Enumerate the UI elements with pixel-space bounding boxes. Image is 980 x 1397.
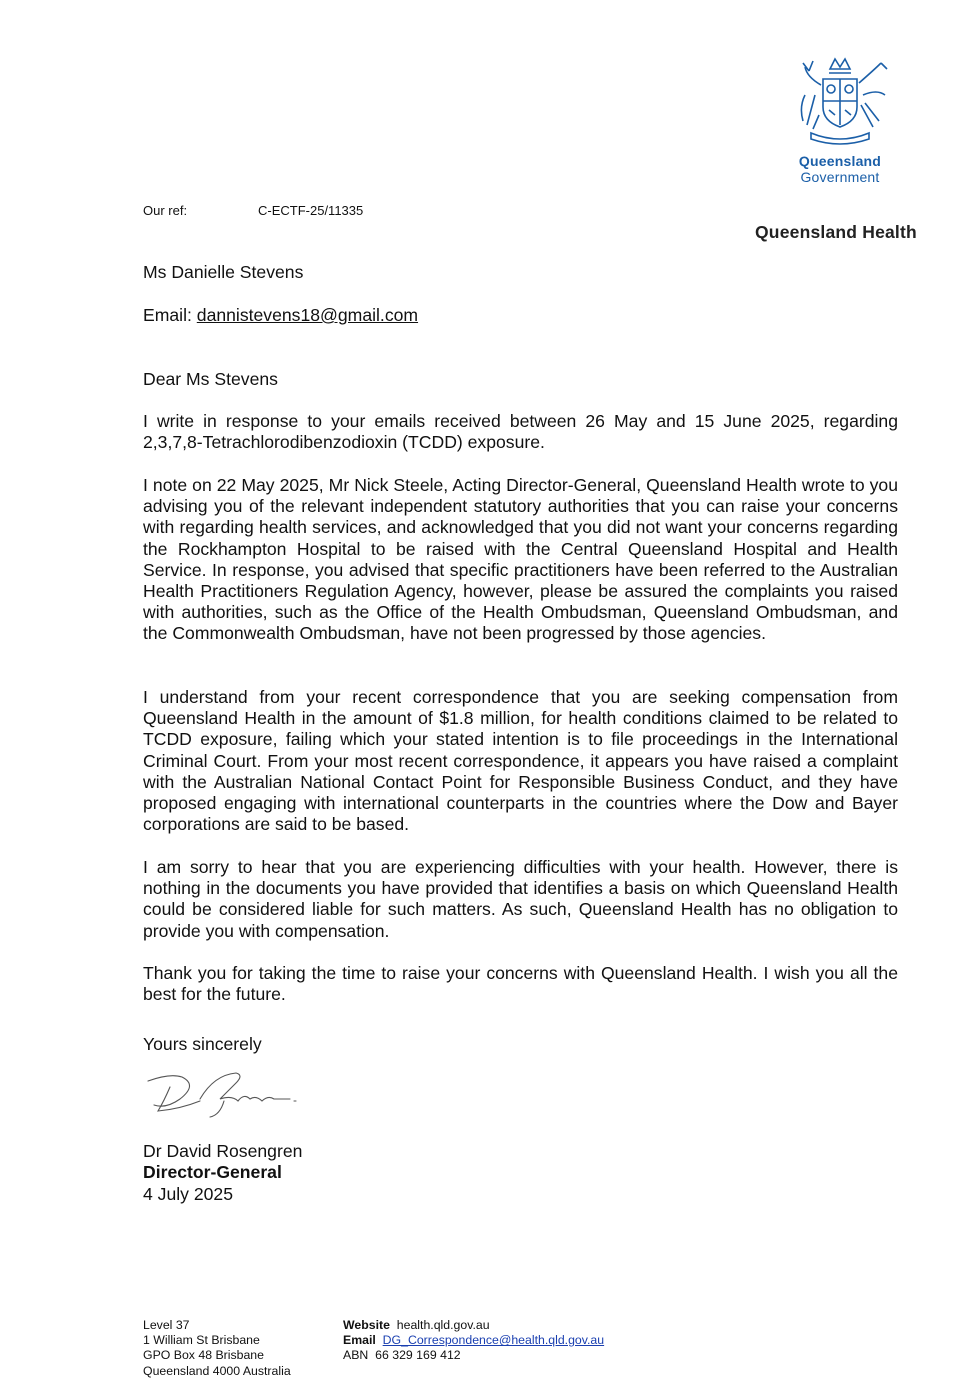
reference-value: C-ECTF-25/11335 (258, 203, 364, 218)
footer-abn-label: ABN (343, 1348, 369, 1363)
recipient-email-label: Email: (143, 305, 197, 325)
footer-email-line (343, 1333, 604, 1348)
closing: Yours sincerely (143, 1034, 262, 1054)
footer-website-label: Website (343, 1318, 390, 1332)
signatory-name: Dr David Rosengren (143, 1141, 303, 1161)
paragraph-5: Thank you for taking the time to raise your concerns with Queensland Health. I wish you all the best for the future. (143, 963, 898, 1005)
salutation: Dear Ms Stevens (143, 369, 278, 389)
letter-date: 4 July 2025 (143, 1184, 233, 1204)
paragraph-2: I note on 22 May 2025, Mr Nick Steele, Acting Director-General, Queensland Health wrote to you advising you of the relevant independent statutory authorities that you can raise your concerns with regarding health services, and acknowledged that you did not want your concerns regarding the Rockhampton Hospital to be raised with the Central Queensland Hospital and Health Service. In response, you advised that specific practitioners have been referred to the Australian Health Practitioners Regulation Agency, however, please be assured the complaints you raised with authorities, such as the Office of the Health Ombudsman, Queensland Ombudsman, and the Commonwealth Ombudsman, have not been progressed by those agencies. (143, 475, 898, 644)
handwritten-signature (140, 1065, 310, 1125)
footer-website-line (343, 1318, 604, 1333)
reference-label: Our ref: (143, 203, 188, 218)
paragraph-4: I am sorry to hear that you are experiencing difficulties with your health. However, there is nothing in the documents you have provided that identifies a basis on which Queensland Health could be considered liable for such matters. As such, Queensland Health has no obligation to provide you with compensation. (143, 857, 898, 941)
department-name: Queensland Health (755, 222, 917, 242)
footer-address (143, 1318, 291, 1379)
footer-address-line: Queensland 4000 Australia (143, 1363, 291, 1378)
footer-address-line: 1 William St Brisbane (143, 1333, 260, 1348)
recipient-email-line (143, 305, 898, 326)
footer-address-line: Level 37 (143, 1318, 190, 1332)
footer-contact (343, 1318, 604, 1364)
footer-abn-value: 66 329 169 412 (375, 1348, 461, 1363)
footer-abn-line (343, 1348, 604, 1363)
paragraph-3: I understand from your recent correspondence that you are seeking compensation from Queensland Health in the amount of $1.8 million, for health conditions claimed to be related to TCDD exposure, failing which your stated intention is to file proceedings in the International Criminal Court. From your most recent correspondence, it appears you have raised a complaint with the Australian National Contact Point for Responsible Business Conduct, and they have proposed engaging with international counterparts in the countries where the Dow and Bayer corporations are said to be based. (143, 687, 898, 835)
footer-address-line: GPO Box 48 Brisbane (143, 1348, 264, 1363)
footer-email-link[interactable]: DG_Correspondence@health.qld.gov.au (382, 1333, 605, 1348)
footer-website-link[interactable]: health.qld.gov.au (396, 1318, 490, 1332)
signatory-title: Director-General (143, 1162, 282, 1182)
recipient-email-link[interactable]: dannistevens18@gmail.com (196, 305, 419, 325)
logo-government-text: Government (800, 169, 880, 185)
recipient-name: Ms Danielle Stevens (143, 262, 304, 282)
footer-email-label: Email (343, 1333, 376, 1348)
queensland-crest-logo (785, 55, 895, 145)
paragraph-1: I write in response to your emails received between 26 May and 15 June 2025, regarding 2,3,7,8-Tetrachlorodibenzodioxin (TCDD) exposure. (143, 411, 898, 453)
logo-queensland-text: Queensland (798, 153, 882, 169)
